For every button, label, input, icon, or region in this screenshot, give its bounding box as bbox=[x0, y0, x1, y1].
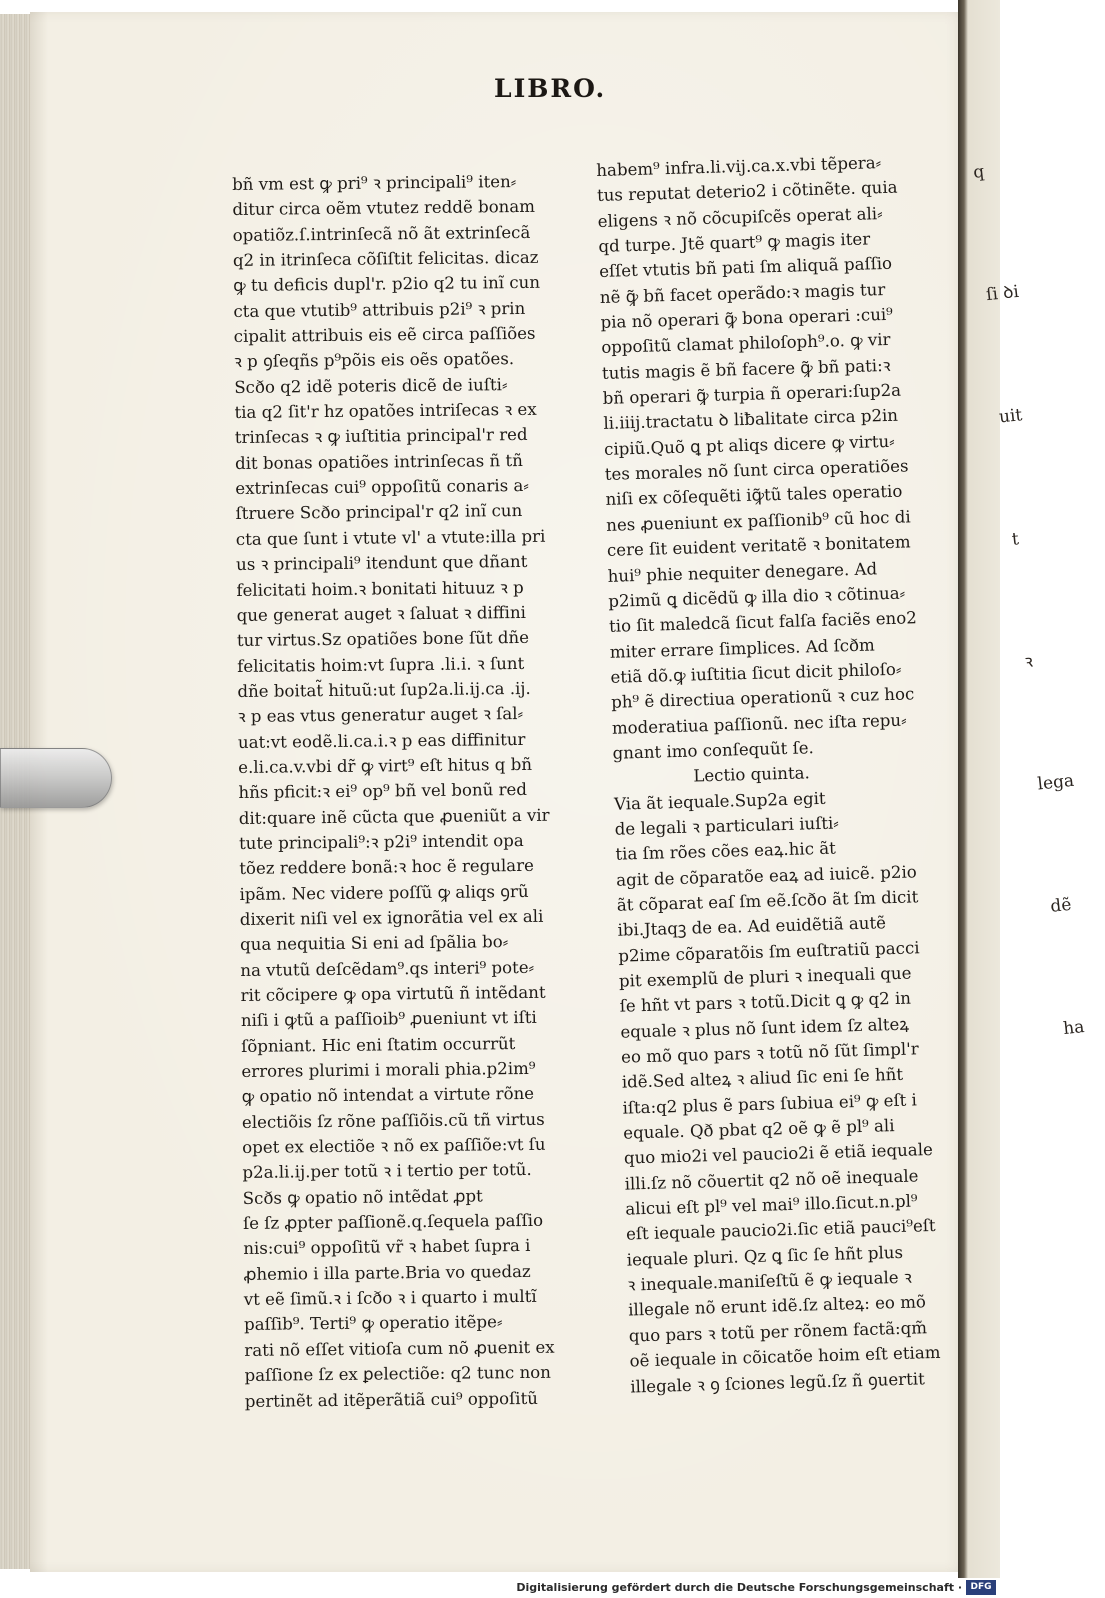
text-line: ſõpniant. Hic eni ſtatim occurrũt bbox=[241, 1033, 516, 1056]
text-line: dit:quare inẽ cũcta que ꝓueniũt a vir bbox=[238, 805, 550, 828]
text-line: paſſib⁹. Terti⁹ ꝙ operatio itẽpe⸗ bbox=[243, 1312, 503, 1335]
text-line: uat:vt eodẽ.li.ca.i.ꝛ p eas diffinitur bbox=[237, 729, 526, 752]
gutter-fragment: ha bbox=[1062, 1017, 1086, 1040]
running-head: LIBRO. bbox=[494, 74, 607, 103]
text-line: cere ſit euident veritatẽ ꝛ bonitatem bbox=[606, 532, 911, 560]
text-line: Scðo q2 idẽ poteris dicẽ de iuſti⸗ bbox=[234, 374, 508, 397]
text-line: paſſione ſz ex ꝑelectiõe: q2 tunc non bbox=[244, 1362, 552, 1386]
funding-credit: Digitalisierung gefördert durch die Deutsche Forschungsgemeinschaft · bbox=[516, 1581, 962, 1594]
text-line: niſi ex cõſequẽti iꝙ̃tũ tales operatio bbox=[605, 482, 903, 510]
text-line: pia nõ operari ꝙ̃ bona operari :cui⁹ bbox=[600, 304, 894, 332]
text-line: idẽ.Sed alteꝝ ꝛ aliud ſic eni ſe hñt bbox=[621, 1065, 904, 1093]
text-line: ꝙ opatio nõ intendat a virtute rõne bbox=[241, 1084, 535, 1107]
text-line: qd turpe. Jtẽ quart⁹ ꝙ magis iter bbox=[598, 229, 871, 256]
text-line: hñs pficit:ꝛ ei⁹ op⁹ bñ vel bonũ red bbox=[238, 780, 528, 803]
text-line: agit de cõparatõe eaꝝ ad iuicẽ. p2io bbox=[615, 861, 917, 890]
text-line: rit cõcipere ꝙ opa virtutũ ñ intẽdant bbox=[240, 982, 546, 1005]
text-line: eſſet vtutis bñ pati ſm aliquã paſſio bbox=[598, 254, 893, 282]
text-line: habem⁹ infra.li.vij.ca.x.vbi tẽpera⸗ bbox=[596, 153, 882, 180]
text-line: ãt cõparat eaſ ſm eẽ.ſcðo ãt ſm dicit bbox=[616, 887, 919, 915]
text-line: nes ꝓueniunt ex paſſionib⁹ cũ hoc di bbox=[605, 507, 911, 535]
text-line: qua nequitia Si eni ad ſpãlia bo⸗ bbox=[239, 932, 509, 955]
text-line: p2a.li.ij.per totũ ꝛ i tertio per totũ. bbox=[242, 1160, 532, 1183]
text-line: tur virtus.Sz opatiões bone ſũt dñe bbox=[236, 628, 530, 651]
text-line: tus reputat deterio2 i cõtinẽte. quia bbox=[596, 177, 898, 206]
text-line: q2 in itrinſeca cõſiſtit felicitas. dicaz bbox=[232, 247, 539, 271]
text-line: iequale pluri. Qz ꝗ ſic ſe hñt plus bbox=[626, 1242, 904, 1270]
text-line: equale ꝛ plus nõ ſunt idem ſz alteꝝ bbox=[620, 1014, 910, 1042]
text-line: oẽ iequale in cõicatõe hoim eſt etiam bbox=[629, 1343, 941, 1371]
text-line: iſta:q2 plus ẽ pars ſubiua ei⁹ ꝙ eſt i bbox=[622, 1090, 918, 1118]
text-line: trinſecas ꝛ ꝙ iuſtitia principal'r red bbox=[234, 425, 528, 448]
text-line: ꝛ inequale.maniſeſtũ ẽ ꝙ iequale ꝛ bbox=[627, 1267, 912, 1295]
gutter-fragment: ꝛ bbox=[1023, 651, 1034, 673]
text-line: niſi i ꝙtũ a paſſioib⁹ ꝓueniunt vt iſti bbox=[240, 1008, 537, 1031]
gutter-fragment: q bbox=[972, 161, 986, 183]
text-line: tia q2 ſit'r hz opatões intriſecas ꝛ ex bbox=[234, 399, 537, 423]
text-line: tes morales nõ ſunt circa operatiões bbox=[604, 456, 909, 484]
text-line: cipalit attribuis eis eẽ circa paſſiões bbox=[233, 323, 536, 347]
text-line: li.iiij.tractatu ꝺ liƀalitate circa p2in bbox=[603, 406, 899, 434]
text-line: Lectio quinta. bbox=[693, 763, 811, 786]
text-line: Scðs ꝙ opatio nõ intẽdat ꝓpt bbox=[242, 1186, 483, 1208]
text-line: bñ operari ꝙ̃ turpia ñ operari:ſup2a bbox=[602, 380, 902, 408]
text-line: alicui eſt pl⁹ vel mai⁹ illo.ſicut.n.pl⁹ bbox=[625, 1191, 918, 1219]
text-line: cta que vtutib⁹ attribuis p2i⁹ ꝛ prin bbox=[233, 298, 526, 321]
text-line: illegale ꝛ ꝯ ſciones legũ.ſz ñ ꝯuertit bbox=[630, 1368, 925, 1397]
text-line: oppoſitũ clamat philoſoph⁹.o. ꝙ vir bbox=[601, 330, 891, 358]
text-line: quo mio2i vel paucio2i ẽ etiã iequale bbox=[623, 1140, 934, 1169]
text-line: gnant imo conſequũt ſe. bbox=[612, 738, 815, 763]
text-line: ꝛ p ꝯſeqñs p⁹põis eis oẽs opatões. bbox=[233, 349, 515, 372]
text-line: pit exemplũ de pluri ꝛ inequali que bbox=[618, 963, 912, 991]
text-line: e.li.ca.v.vbi dr̃ ꝙ virt⁹ eſt hitus q bñ bbox=[238, 754, 533, 777]
text-line: eſt iequale paucio2i.ſic etiã pauci⁹eſt bbox=[625, 1216, 936, 1245]
text-line: nẽ ꝙ̃ bñ facet operãdo:ꝛ magis tur bbox=[599, 279, 886, 307]
text-line: bñ vm est ꝙ pri⁹ ꝛ principali⁹ iten⸗ bbox=[232, 172, 517, 194]
text-line: tia ſm rões cões eaꝝ.hic ãt bbox=[615, 838, 837, 865]
text-line: illi.ſz nõ cõuertit q2 nõ oẽ inequale bbox=[624, 1166, 919, 1194]
text-line: illegale nõ erunt idẽ.ſz alteꝝ: eo mõ bbox=[627, 1292, 927, 1321]
text-line: ipãm. Nec videre poſſũ ꝙ aliqs ꝯrũ bbox=[239, 881, 529, 904]
text-line: ibi.Jtaqꝫ de ea. Ad euidẽtiã autẽ bbox=[617, 913, 887, 941]
text-line: eligens ꝛ nõ cõcupiſcẽs operat ali⸗ bbox=[597, 203, 883, 231]
text-line: moderatiua paſſionũ. nec iſta repu⸗ bbox=[611, 710, 907, 738]
text-line: ph⁹ ẽ directiua operationũ ꝛ cuz hoc bbox=[610, 684, 915, 713]
text-line: ſtruere Scðo principal'r q2 inĩ cun bbox=[235, 501, 523, 524]
text-line: errores plurimi i morali phia.p2im⁹ bbox=[241, 1058, 536, 1081]
text-line: ſe ſz ꝓpter paſſionẽ.q.ſequela paſſio bbox=[242, 1210, 544, 1234]
text-line: miter errare ſimplices. Ad ſcðm bbox=[609, 634, 875, 662]
text-line: opet ex electiõe ꝛ nõ ex paſſiõe:vt ſu bbox=[242, 1134, 546, 1158]
gutter-fragment: t bbox=[1010, 529, 1020, 550]
text-line: tutis magis ẽ bñ facere ꝙ̃ bñ pati:ꝛ bbox=[601, 355, 891, 383]
facing-page-gutter bbox=[958, 0, 1086, 1578]
text-line: tio ſit maledcã ſicut falſa faciẽs eno2 bbox=[608, 608, 918, 637]
text-line: ꝛ p eas vtus generatur auget ꝛ ſal⸗ bbox=[237, 704, 524, 727]
text-line: ſe hñt vt pars ꝛ totũ.Dicit ꝗ ꝙ q2 in bbox=[619, 988, 912, 1017]
text-line: vt eẽ ſimũ.ꝛ i ſcðo ꝛ i quarto i multĩ bbox=[243, 1286, 537, 1310]
text-line: ꝓhemio i illa parte.Bria vo quedaz bbox=[243, 1261, 531, 1284]
text-line: tute principali⁹:ꝛ p2i⁹ intendit opa bbox=[238, 830, 524, 853]
text-line: na vtutũ deſcẽdam⁹.qs interi⁹ pote⸗ bbox=[240, 957, 535, 980]
text-line: extrinſecas cui⁹ oppoſitũ conaris a⸗ bbox=[235, 476, 529, 499]
facing-page-fragments bbox=[972, 156, 1105, 1043]
text-line: electiõis ſz rõne paſſiõis.cũ tñ virtus bbox=[241, 1109, 545, 1132]
text-line: Via ãt iequale.Sup2a egit bbox=[613, 788, 826, 814]
text-line: nis:cui⁹ oppoſitũ vr̃ ꝛ habet ſupra i bbox=[243, 1236, 531, 1259]
right-text-column bbox=[596, 149, 942, 1399]
text-line: equale. Qð pbat q2 oẽ ꝙ ẽ pl⁹ ali bbox=[622, 1116, 895, 1143]
footer-bar bbox=[0, 1578, 1000, 1598]
text-line: cta que ſunt i vtute vl' a vtute:illa pri bbox=[235, 526, 546, 549]
text-line: p2ime cõparatõis ſm euſtratiũ pacci bbox=[618, 937, 920, 966]
text-line: felicitati hoim.ꝛ bonitati hituuz ꝛ p bbox=[236, 577, 524, 600]
text-line: dixerit niſi vel ex ignorãtia vel ex ali bbox=[239, 906, 544, 929]
text-line: dñe boitat̃ hituũ:ut ſup2a.li.ij.ca .ij. bbox=[237, 678, 531, 701]
text-line: us ꝛ principali⁹ itendunt que dñant bbox=[236, 552, 528, 575]
text-line: ditur circa oẽm vtutez reddẽ bonam bbox=[232, 197, 536, 220]
text-line: cipiũ.Quõ ꝗ pt aliqs dicere ꝙ virtu⸗ bbox=[603, 431, 895, 459]
text-line: hui⁹ phie nequiter denegare. Ad bbox=[607, 558, 878, 586]
left-text-column bbox=[232, 169, 556, 1414]
page-clip bbox=[0, 748, 112, 808]
text-line: felicitatis hoim:vt ſupra .li.i. ꝛ ſunt bbox=[237, 653, 525, 676]
text-line: p2imũ ꝗ dicẽdũ ꝙ illa dio ꝛ cõtinua⸗ bbox=[608, 583, 906, 611]
gutter-fragment: lega bbox=[1036, 770, 1076, 795]
text-line: pertinẽt ad itẽperãtiã cui⁹ oppoſitũ bbox=[244, 1388, 539, 1411]
gutter-fragment: ſi ꝺi bbox=[985, 281, 1020, 306]
text-line: opatiõz.ſ.intrinſecã nõ ãt extrinſecã bbox=[232, 222, 531, 245]
gutter-fragment: uit bbox=[998, 405, 1024, 428]
text-line: dit bonas opatiões intrinſecas ñ tñ bbox=[234, 450, 523, 473]
text-line: quo pars ꝛ totũ per rõnem factã:qm̃ bbox=[628, 1318, 928, 1346]
text-line: tõez reddere bonã:ꝛ hoc ẽ regulare bbox=[239, 856, 535, 879]
text-line: etiã dõ.ꝙ iuſtitia ſicut dicit philoſo⸗ bbox=[610, 659, 902, 687]
text-line: que generat auget ꝛ ſaluat ꝛ diffini bbox=[236, 602, 526, 625]
text-line: de legali ꝛ particulari iuſti⸗ bbox=[614, 813, 840, 839]
text-line: rati nõ eſſet vitioſa cum nõ ꝓuenit ex bbox=[244, 1337, 555, 1360]
text-line: ꝙ tu deficis dupl'r. p2io q2 tu inĩ cun bbox=[233, 273, 541, 296]
gutter-fragment: dẽ bbox=[1049, 894, 1073, 917]
text-line: eo mõ quo pars ꝛ totũ nõ ſũt ſimpl'r bbox=[620, 1039, 919, 1067]
dfg-logo: DFG bbox=[966, 1580, 996, 1595]
